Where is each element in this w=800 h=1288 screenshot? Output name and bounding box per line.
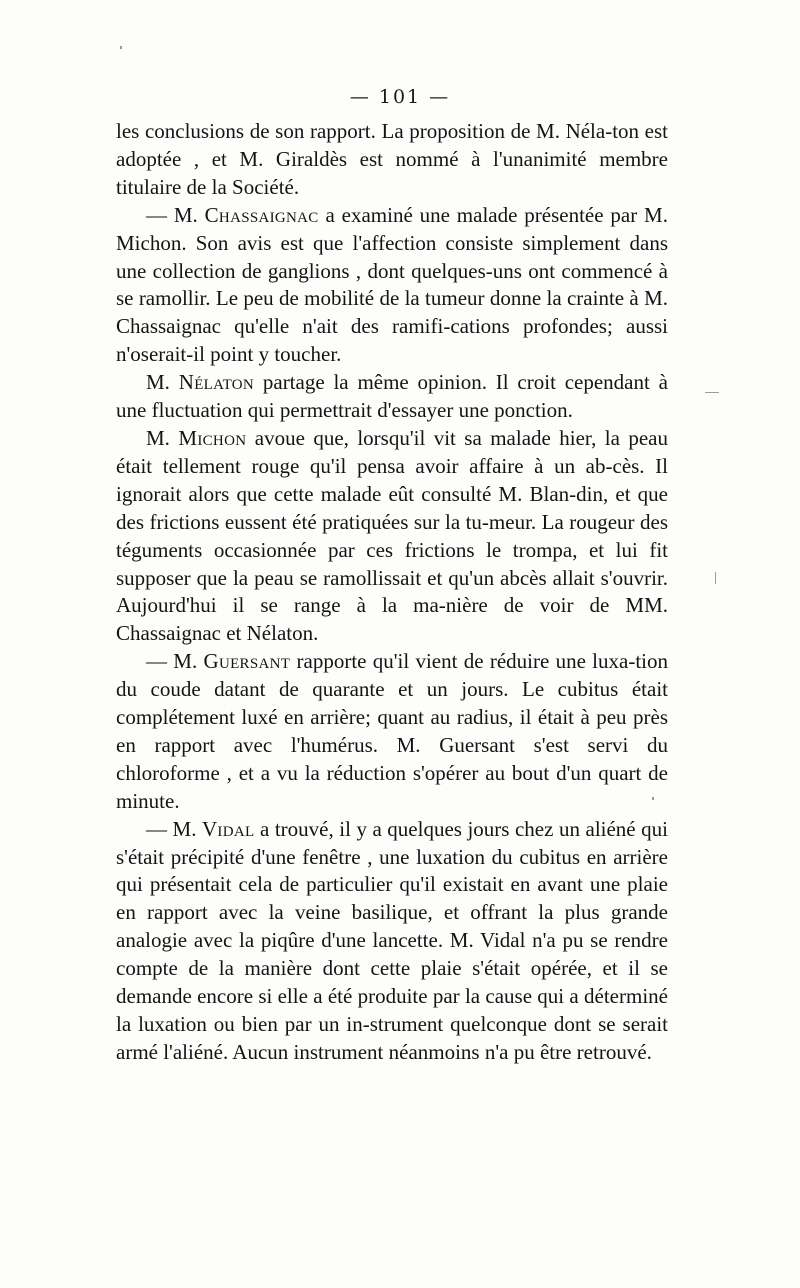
paragraph-prefix: M. xyxy=(146,370,179,395)
paragraph-nelaton xyxy=(116,369,668,425)
paragraph-text: a trouvé, il y a quelques jours chez un aliéné qui s'était précipité d'une fenêtre , une luxation du cubitus en arrière qui présentait cela de particulier qu'il existait en avant une plaie en rapport avec la veine basilique, et offrant la plus grande analogie avec la piqûre d'une lancette. M. Vidal n'a pu se rendre compte de la manière dont cette plaie s'était opérée, et il se demande encore si elle a été produite par la cause qui a déterminé la luxation ou bien par un in-strument quelconque dont se serait armé l'aliéné. Aucun instrument néanmoins n'a pu être retrouvé. xyxy=(116,816,668,1064)
scan-speck xyxy=(715,572,716,584)
speaker-name: Vidal xyxy=(201,816,255,841)
paragraph-text: avoue que, lorsqu'il vit sa malade hier, la peau était tellement rouge qu'il pensa avoir affaire à un ab-cès. Il ignorait alors que cette malade eût consulté M. Blan-din, et que des frictions eussent été pratiquées sur la tu-meur. La rougeur des téguments occasionnée par ces frictions le trompa, et lui fit supposer que la peau se ramollissait et qu'un abcès allait s'ouvrir. Aujourd'hui il se range à la ma-nière de voir de MM. Chassaignac et Nélaton. xyxy=(116,425,668,646)
body-text xyxy=(116,118,668,1067)
paragraph-vidal xyxy=(116,816,668,1067)
paragraph-prefix: — M. xyxy=(146,202,205,227)
paragraph-conclusions xyxy=(116,118,668,202)
paragraph-chassaignac xyxy=(116,202,668,369)
paragraph-text: les conclusions de son rapport. La proposition de M. Néla-ton est adoptée , et M. Giraldès est nommé à l'unanimité membre titulaire de la Société. xyxy=(116,119,668,199)
paragraph-prefix: — M. xyxy=(146,649,204,674)
speaker-name: Guersant xyxy=(203,649,291,674)
speaker-name: Michon xyxy=(178,425,247,450)
paragraph-guersant xyxy=(116,648,668,815)
scan-speck xyxy=(120,46,122,49)
scan-speck xyxy=(705,392,719,393)
paragraph-text: rapporte qu'il vient de réduire une luxa-tion du coude datant de quarante et un jours. Le cubitus était complétement luxé en arrière; quant au radius, il était à peu près en rapport avec l'humérus. M. Guersant s'est servi du chloroforme , et a vu la réduction s'opérer au bout d'un quart de minute. xyxy=(116,649,668,813)
speaker-name: Nélaton xyxy=(178,370,255,395)
paragraph-prefix: — M. xyxy=(146,816,202,841)
paragraph-prefix: M. xyxy=(146,425,179,450)
scan-speck xyxy=(652,797,654,800)
paragraph-text: partage la même opinion. Il croit cependant à une fluctuation qui permettrait d'essayer une ponction. xyxy=(116,370,668,423)
paragraph-michon xyxy=(116,425,668,648)
page-number: — 101 — xyxy=(349,86,451,108)
speaker-name: Chassaignac xyxy=(204,202,319,227)
paragraph-text: a examiné une malade présentée par M. Michon. Son avis est que l'affection consiste simplement dans une collection de ganglions , dont quelques-uns ont commencé à se ramollir. Le peu de mobilité de la tumeur donne la crainte à M. Chassaignac qu'elle n'ait des ramifi-cations profondes; aussi n'oserait-il point y toucher. xyxy=(116,202,668,367)
